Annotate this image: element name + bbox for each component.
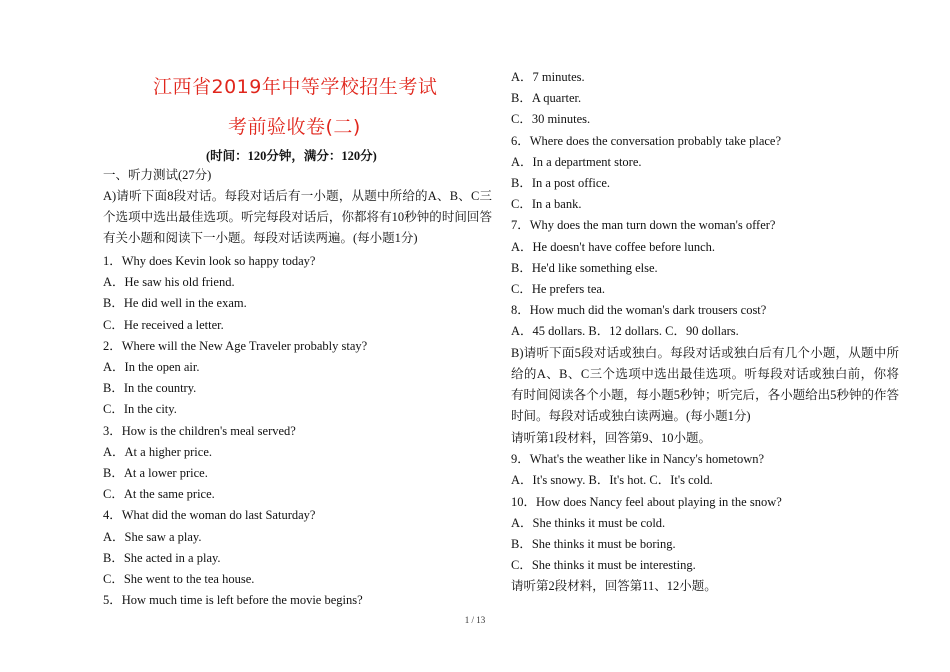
question-line: B．She acted in a play. — [103, 550, 221, 565]
question-line: C．At the same price. — [103, 487, 215, 502]
exam-info: (时间：120分钟，满分：120分) — [206, 149, 377, 163]
question-line: A．She thinks it must be cold. — [511, 515, 666, 530]
question-line: 10．How does Nancy feel about playing in the snow? — [511, 494, 782, 509]
exam-subtitle: 考前验收卷(二) — [228, 116, 361, 138]
question-line: 3．How is the children's meal served? — [103, 423, 296, 438]
question-line: 8．How much did the woman's dark trousers cost? — [511, 303, 767, 318]
question-line: A．She saw a play. — [103, 529, 202, 544]
question-line: B．In the country. — [103, 381, 197, 396]
question-line: B．She thinks it must be boring. — [511, 537, 676, 551]
section-title: 一、听力测试(27分) — [103, 168, 212, 182]
question-line: B．At a lower price. — [103, 466, 208, 480]
question-line: A．At a higher price. — [103, 444, 212, 459]
question-line: 1．Why does Kevin look so happy today? — [103, 254, 316, 268]
question-line: A．45 dollars. B．12 dollars. C．90 dollars. — [511, 324, 739, 339]
page-number: 1 / 13 — [464, 615, 486, 625]
part-b-instructions: B)请听下面5段对话或独白。每段对话或独白后有几个小题，从题中所给的A、B、C三个选项中选出最佳选项。听每段对话或独白前，你将有时间阅读各个小题，每小题5秒钟；听完后，各小题给出5秒钟的作答时间。每段对话或独白读两遍。(每小题1分) — [511, 346, 899, 423]
exam-title: 江西省2019年中等学校招生考试 — [153, 76, 438, 98]
question-line: 2．Where will the New Age Traveler probably stay? — [103, 338, 368, 353]
question-line: 请听第2段材料，回答第11、12小题。 — [511, 579, 717, 594]
question-line: C．She thinks it must be interesting. — [511, 558, 696, 573]
question-line: A．In the open air. — [103, 360, 200, 374]
question-line: B．He did well in the exam. — [103, 296, 247, 311]
question-line: A．In a department store. — [511, 154, 642, 169]
question-line: A．It's snowy. B．It's hot. C．It's cold. — [511, 473, 713, 488]
question-line: C．30 minutes. — [511, 112, 591, 127]
part-a-instructions: A)请听下面8段对话。每段对话后有一小题，从题中所给的A、B、C三个选项中选出最佳选项。听完每段对话后，你都将有10秒钟的时间回答有关小题和阅读下一小题。每段对话读两遍。(每小题1分) — [103, 189, 492, 245]
question-line: 9．What's the weather like in Nancy's hometown? — [511, 452, 765, 467]
question-line: 请听第1段材料，回答第9、10小题。 — [511, 431, 712, 445]
question-line: A．He saw his old friend. — [103, 275, 235, 290]
question-line: A．He doesn't have coffee before lunch. — [511, 239, 716, 254]
question-line: C．In a bank. — [511, 197, 582, 212]
question-line: 6．Where does the conversation probably take place? — [511, 133, 782, 148]
question-line: B．In a post office. — [511, 176, 611, 190]
question-line: C．In the city. — [103, 402, 177, 417]
question-line: C．He received a letter. — [103, 317, 224, 332]
question-line: C．He prefers tea. — [511, 282, 606, 296]
question-line: B．He'd like something else. — [511, 260, 658, 275]
question-line: 5．How much time is left before the movie begins? — [103, 593, 363, 608]
question-line: 7．Why does the man turn down the woman's offer? — [511, 218, 776, 233]
question-line: A．7 minutes. — [511, 70, 585, 84]
question-line: B．A quarter. — [511, 91, 582, 106]
question-line: C．She went to the tea house. — [103, 572, 255, 586]
question-line: 4．What did the woman do last Saturday? — [103, 508, 316, 523]
